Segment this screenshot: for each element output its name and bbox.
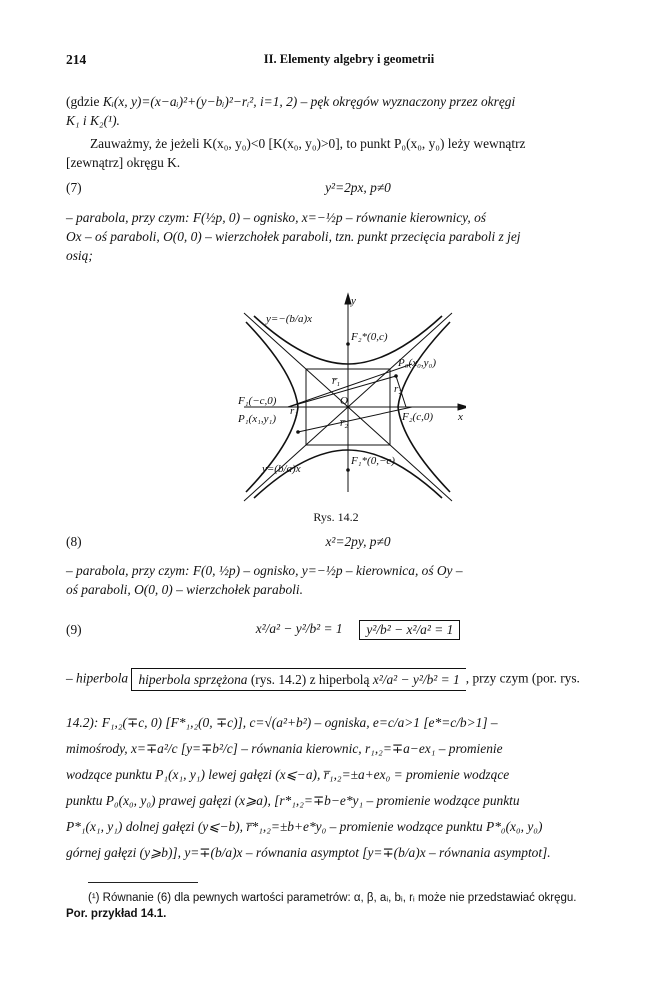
label-p0: P₀(x₀,y₀) [398,357,437,369]
text-line: oś paraboli, O(0, 0) – wierzchołek paraboli. [66,582,303,597]
equation-7 [66,180,650,200]
label-asymptote-bottom: y=(b/a)x [262,463,301,475]
text-span: – [297,94,311,109]
text-span: (rys. 14.2) z hiperbolą [247,672,373,687]
text-line: mimośrody, x=∓a²/c [y=∓b²/c] – równania kierownic, r₁,₂=∓a−ex₁ – promienie [66,741,503,756]
equation-8 [66,534,650,554]
text-line: osią; [66,248,93,263]
label-x-axis: x [458,411,463,423]
label-f1: F₁(−c,0) [238,395,277,407]
label-f2-star: F₂*(0,c) [351,331,388,343]
footnote-line: Por. przykład 14.1. [66,908,167,920]
focus-f1-star [346,468,350,472]
label-f1-star: F₁*(0,−c) [351,455,395,467]
figure-caption: Rys. 14.2 [313,510,359,524]
text-line: P*₁(x₁, y₁) dolnej gałęzi (y⩽−b), r̅*₁,₂=±b+e*y₀ – promienie wodzące punktu P*₀(x₀, y₀) [66,819,543,834]
label-y-axis: y [351,295,356,307]
equation-label: (7) [66,180,82,195]
text-line: 14.2): F₁,₂(∓c, 0) [F*₁,₂(0, ∓c)], c=√(a²+b²) – ogniska, e=c/a>1 [e*=c/b>1] – [66,715,498,730]
page-number: 214 [66,52,87,67]
focal-radius-r2bar [298,407,412,432]
x-axis-arrow [458,404,466,410]
label-origin: O [340,395,348,407]
text-line: K₁ i K₂(¹). [66,113,120,128]
text-line: Zauważmy, że jeżeli K(x₀, y₀)<0 [K(x₀, y₀)>0], to punkt P₀(x₀, y₀) leży wewnątrz [90,136,526,151]
text-line: – parabola, przy czym: F(½p, 0) – ognisko, x=−½p – równanie kierownicy, oś [66,210,486,225]
point-p1 [296,430,300,434]
label-r1: r₁ [290,405,299,417]
label-r2: r₂ [394,383,403,395]
text-line: górnej gałęzi (y⩾b)], y=∓(b/a)x – równania asymptot [y=∓(b/a)x – równania asymptot]. [66,845,551,860]
label-r2-bar: r̅₂ [340,417,349,429]
hyperbola-figure [236,292,466,502]
hyperbola-equation: x²/a² − y²/b² = 1 [255,621,343,637]
text-line: wodzące punktu P₁(x₁, y₁) lewej gałęzi (x⩽−a), r̅₁,₂=±a+ex₀ = promienie wodzące [66,767,510,782]
math-span: x²/a² − y²/b² = 1 [372,672,460,687]
label-asymptote-top: y=−(b/a)x [266,313,312,325]
footnote [66,890,650,922]
label-p1: P₁(x₁,y₁) [238,413,277,425]
paragraph-hyperbola-body [66,710,650,866]
footnote-line: (¹) Równanie (6) dla pewnych wartości parametrów: α, β, aᵢ, bᵢ, rᵢ może nie przedstawiać okręgu. [88,892,577,904]
equation-9 [66,616,650,646]
label-r1-bar: r̅₁ [332,375,341,387]
term-span: hiperbola sprzężona [138,672,248,687]
footnote-rule [88,882,198,883]
equation-formula: y²=2px, p≠0 [325,180,391,195]
text-span: , przy czym (por. rys. [465,670,580,686]
bracket-group [131,668,465,691]
equation-formula [66,620,650,640]
term-span: pęk okręgów wyznaczony przez okręgi [310,94,516,109]
term-span: – hiperbola [66,670,129,686]
text-line: punktu P₀(x₀, y₀) prawej gałęzi (x⩾a), [r*₁,₂=∓b−e*y₁ – promienie wodzące punktu [66,793,520,808]
paragraph-remark-cont [66,153,650,172]
text-line: – parabola, przy czym: F(0, ½p) – ognisko, y=−½p – kierownica, oś Oy – [66,563,463,578]
text-line: Ox – oś paraboli, O(0, 0) – wierzchołek paraboli, tzn. punkt przecięcia paraboli z jej [66,229,521,244]
text-line: [zewnątrz] okręgu K. [66,155,181,170]
point-p0 [394,374,398,378]
chapter-title: II. Elementy algebry i geometrii [263,52,435,66]
text-line [66,92,650,111]
equation-label: (9) [66,622,82,637]
paragraph-hyperbola-line1 [66,668,650,691]
conjugate-hyperbola-equation: y²/b² − x²/a² = 1 [359,620,460,640]
equation-formula: x²=2py, p≠0 [325,534,391,549]
text-span: (gdzie [66,94,103,109]
running-header [66,52,632,70]
paragraph-remark [66,134,650,153]
focus-f2-star [346,342,350,346]
label-f2: F₂(c,0) [402,411,434,423]
paragraph-parabola-y [66,561,650,599]
paragraph-pencil-of-circles [66,92,650,130]
math-span: Kᵢ(x, y)=(x−aᵢ)²+(y−bᵢ)²−rᵢ², i=1, 2) [102,94,298,109]
paragraph-parabola-x [66,208,650,265]
equation-label: (8) [66,534,82,549]
